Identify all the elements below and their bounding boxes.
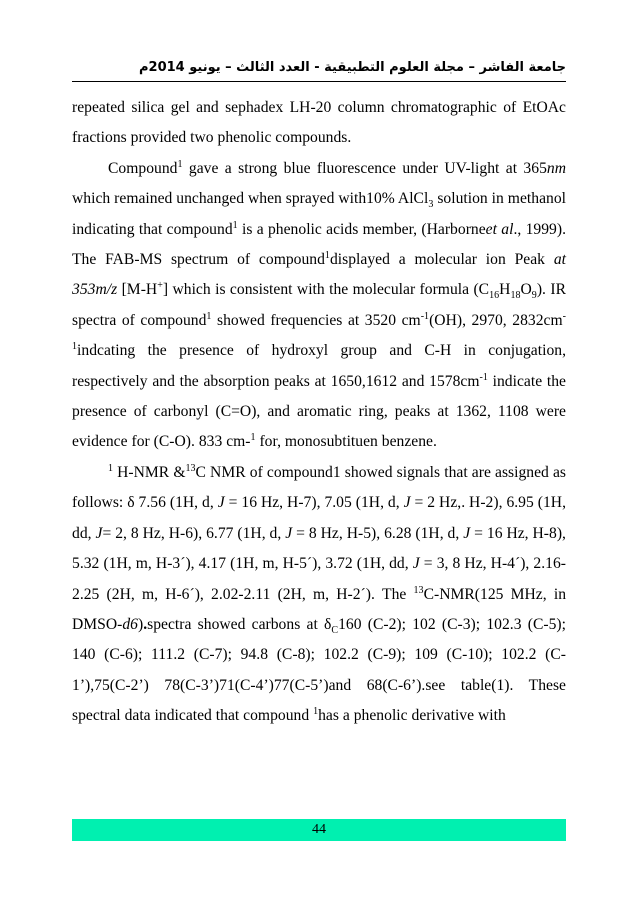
- header-divider: [72, 81, 566, 82]
- page-footer: [72, 819, 566, 841]
- subscript: 16: [489, 290, 500, 302]
- superscript: 1: [177, 158, 183, 170]
- text-span: for, monosubtituen benzene.: [255, 433, 437, 451]
- superscript: 1: [313, 705, 319, 717]
- superscript: 13: [185, 462, 196, 474]
- text-span: C NMR of compound1 showed signals that are assigned as follows: δ 7.56 (1H, d,: [72, 463, 566, 512]
- text-span: 160 (C-2); 102 (C-3); 102.3 (C-5); 140 (C-6); 111.2 (C-7); 94.8 (C-8); 102.2 (C-9); 109 (C-10); 102.2 (C-1’),75(C-2’) 78(C-3’)71(C-4’)77(C-5’)and 68(C-6’).see table(1). These spectral data indicated that compound: [72, 615, 566, 725]
- superscript: 1: [108, 462, 114, 474]
- text-span: = 16 Hz, H-8), 5.32 (1H, m, H-3´), 4.17 (1H, m, H-5´), 3.72 (1H, dd,: [72, 524, 566, 573]
- superscript: -1: [479, 371, 488, 383]
- text-span: = 3, 8 Hz, H-4´), 2.16-2.25 (2H, m, H-6´), 2.02-2.11 (2H, m, H-2´). The: [72, 555, 566, 603]
- subscript: 9: [531, 290, 537, 302]
- text-span: indicate the presence of carbonyl (C=O), and aromatic ring, peaks at 1362, 1108 were evidence for (C-O). 833 cm-: [72, 372, 566, 451]
- italic-text: J: [403, 494, 411, 512]
- text-span: displayed a molecular ion Peak: [329, 251, 554, 269]
- superscript: 1: [232, 219, 238, 231]
- italic-text: et al: [485, 220, 514, 238]
- text-span: [M-H: [117, 281, 158, 299]
- text-span: ] which is consistent with the molecular formula (C: [162, 281, 490, 299]
- bold-text: .: [143, 615, 148, 633]
- text-span: has a phenolic derivative with: [318, 707, 506, 725]
- text-span: C-NMR(125 MHz, in DMSO-: [72, 585, 567, 633]
- article-body: [72, 93, 566, 732]
- italic-text: J: [412, 555, 420, 573]
- superscript: -1: [72, 310, 566, 353]
- page-number: 44: [312, 822, 326, 837]
- text-span: H-NMR &: [113, 463, 186, 481]
- paragraph-isolation: [72, 93, 566, 154]
- superscript: +: [157, 280, 163, 292]
- superscript: -1: [420, 310, 430, 322]
- text-span: showed frequencies at 3520 cm: [211, 311, 421, 329]
- text-span: ., 1999). The FAB-MS spectrum of compound: [72, 220, 566, 269]
- italic-text: J: [463, 524, 471, 542]
- italic-text: J: [285, 524, 293, 542]
- text-span: solution in methanol indicating that compound: [72, 190, 566, 238]
- subscript: 18: [510, 290, 521, 302]
- journal-header: جامعة الفاشر – مجلة العلوم التطبيقية - العدد الثالث – يونيو 2014م: [139, 60, 566, 75]
- text-span: indcating the presence of hydroxyl group and C-H in conjugation, respectively and the absorption peaks at 1650,1612 and 1578cm: [72, 342, 566, 390]
- text-span: ). IR spectra of compound: [72, 281, 566, 329]
- paragraph-nmr: [72, 458, 566, 732]
- italic-text: J: [217, 494, 225, 512]
- subscript: C: [331, 625, 339, 637]
- italic-text: nm: [546, 159, 566, 177]
- superscript: 13: [413, 584, 424, 596]
- subscript: 3: [428, 199, 434, 211]
- paragraph-text: repeated silica gel and sephadex LH-20 column chromatographic of EtOAc fractions provided two phenolic compounds.: [72, 99, 566, 147]
- text-span: gave a strong blue fluorescence under UV-light at 365: [182, 159, 547, 177]
- italic-text: d6: [122, 615, 138, 633]
- text-span: which remained unchanged when sprayed with10% AlCl: [72, 190, 429, 208]
- italic-text: at 353m/z: [72, 251, 566, 299]
- text-span: = 2, 8 Hz, H-6), 6.77 (1H, d,: [102, 524, 286, 542]
- text-span: is a phenolic acids member, (Harborne: [237, 220, 486, 238]
- superscript: 1: [324, 249, 330, 261]
- italic-text: J: [95, 524, 103, 542]
- text-span: = 16 Hz, H-7), 7.05 (1H, d,: [224, 494, 404, 512]
- text-span: O: [520, 281, 532, 299]
- text-span: H: [499, 281, 511, 299]
- text-span: spectra showed carbons at δ: [147, 615, 332, 633]
- text-span: Compound: [108, 159, 178, 177]
- superscript: 1: [206, 310, 212, 322]
- text-span: (OH), 2970, 2832cm: [429, 311, 563, 329]
- superscript: 1: [250, 432, 256, 444]
- paragraph-compound-1: [72, 154, 566, 458]
- text-span: = 8 Hz, H-5), 6.28 (1H, d,: [292, 524, 464, 542]
- text-span: ): [138, 615, 144, 633]
- text-span: = 2 Hz,. H-2), 6.95 (1H, dd,: [72, 494, 566, 542]
